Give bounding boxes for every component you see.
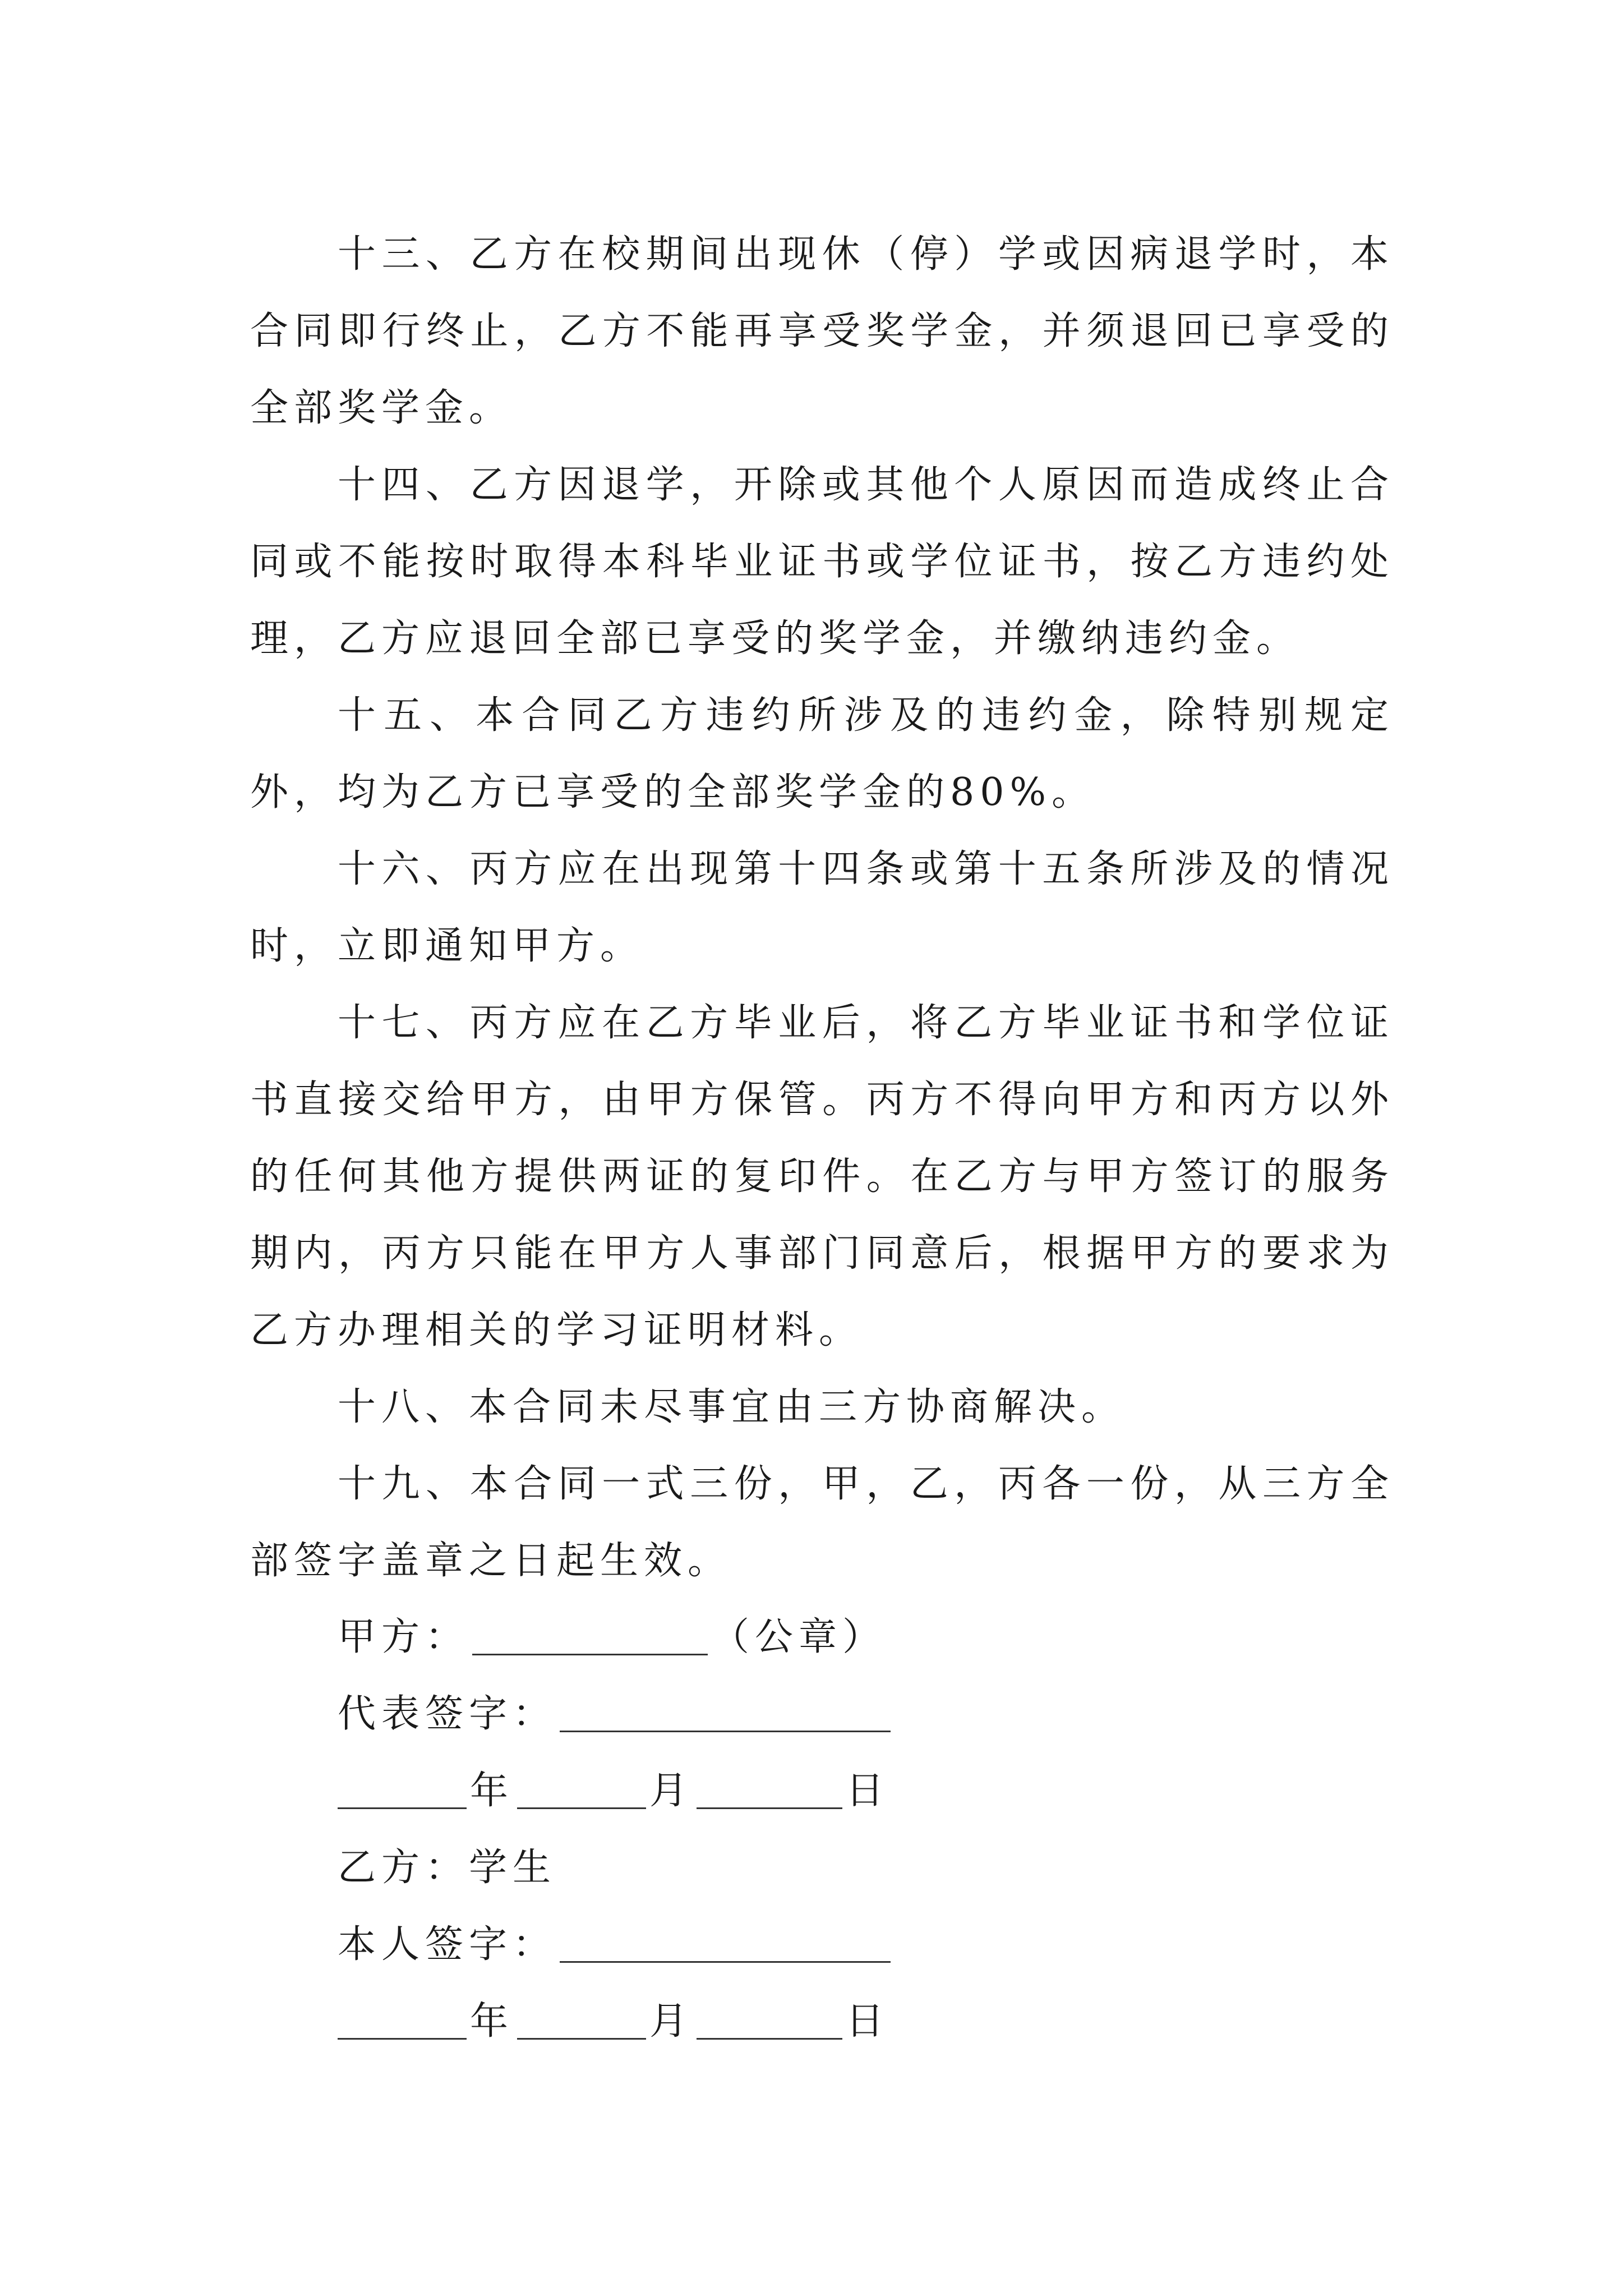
day-blank-a — [697, 1773, 842, 1809]
month-label-b: 月 — [649, 1999, 694, 2044]
year-label-a: 年 — [470, 1769, 514, 1813]
clause-15: 十五、本合同乙方违约所涉及的违约金，除特别规定外，均为乙方已享受的全部奖学金的80%。 — [250, 693, 1394, 815]
clause-18: 十八、本合同未尽事宜由三方协商解决。 — [338, 1385, 1126, 1429]
contract-clauses — [250, 216, 1394, 1599]
party-a-line — [338, 1599, 894, 1676]
party-a-blank — [472, 1619, 708, 1655]
clause-19: 十九、本合同一式三份，甲，乙，丙各一份，从三方全部签字盖章之日起生效。 — [250, 1462, 1394, 1583]
rep-sign-line — [338, 1676, 894, 1752]
party-a-seal: （公章） — [711, 1615, 887, 1659]
day-blank-b — [697, 2003, 842, 2040]
self-sign-label: 本人签字： — [338, 1922, 557, 1967]
day-label-b: 日 — [846, 1999, 890, 2044]
year-blank-b — [338, 2003, 467, 2040]
year-label-b: 年 — [470, 1999, 514, 2044]
clause-17: 十七、丙方应在乙方毕业后，将乙方毕业证书和学位证书直接交给甲方，由甲方保管。丙方不得向甲方和丙方以外的任何其他方提供两证的复印件。在乙方与甲方签订的服务期内，丙方只能在甲方人事部门同意后，根据甲方的要求为乙方办理相关的学习证明材料。 — [250, 1001, 1394, 1352]
clause-13: 十三、乙方在校期间出现休（停）学或因病退学时，本合同即行终止，乙方不能再享受奖学金，并须退回已享受的全部奖学金。 — [250, 232, 1394, 430]
self-sign-blank — [560, 1926, 891, 1963]
year-blank-a — [338, 1773, 467, 1809]
month-blank-a — [517, 1773, 646, 1809]
rep-sign-label: 代表签字： — [338, 1692, 557, 1736]
party-a-label: 甲方： — [338, 1615, 469, 1659]
clause-16: 十六、丙方应在出现第十四条或第十五条所涉及的情况时，立即通知甲方。 — [250, 847, 1394, 968]
party-b-label: 乙方：学生 — [338, 1846, 557, 1890]
rep-sign-blank — [560, 1696, 891, 1732]
day-label-a: 日 — [846, 1769, 890, 1813]
party-b-line — [338, 1829, 894, 1906]
clause-14: 十四、乙方因退学，开除或其他个人原因而造成终止合同或不能按时取得本科毕业证书或学位证书，按乙方违约处理，乙方应退回全部已享受的奖学金，并缴纳违约金。 — [250, 463, 1394, 661]
self-sign-line — [338, 1906, 894, 1983]
month-label-a: 月 — [649, 1769, 694, 1813]
date-line-a — [338, 1752, 894, 1829]
month-blank-b — [517, 2003, 646, 2040]
date-line-b — [338, 1983, 894, 2060]
signature-block — [338, 1599, 894, 2060]
